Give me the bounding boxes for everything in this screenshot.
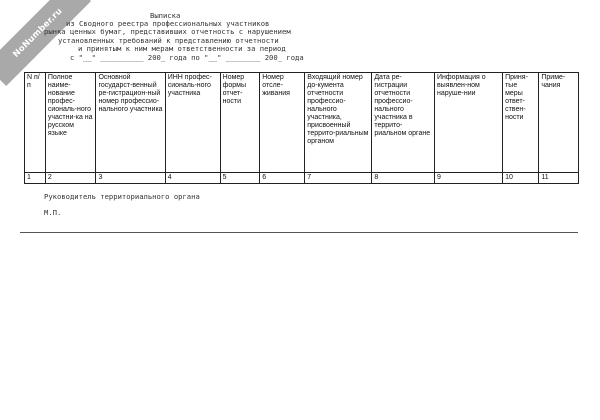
- column-number-cell: 1: [25, 173, 46, 184]
- footer-stamp: М.П.: [44, 208, 62, 217]
- col-header-incoming-number: Входящий номер до-кумента отчетности профессио-нального участника, присвоенный террито-риальным органом: [305, 73, 372, 173]
- report-table: [24, 72, 579, 184]
- col-header-inn: ИНН профес-сиональ-ного участника: [165, 73, 220, 173]
- col-header-number: N п/п: [25, 73, 46, 173]
- col-header-ogrn: Основной государст-венный ре-гистрацион-ный номер профессио-нального участника: [96, 73, 165, 173]
- header-line-4: установленных требований к представлению отчетности: [58, 36, 279, 45]
- col-header-full-name: Полное наиме-нование профес-сиональ-ного участни-ка на русском языке: [45, 73, 96, 173]
- col-header-measures: Приня-тые меры ответ-ствен-ности: [503, 73, 539, 173]
- column-number-cell: 6: [260, 173, 305, 184]
- bottom-divider: [20, 232, 578, 233]
- col-header-registration-date: Дата ре-гистрации отчетности профессио-нального участника в террито-риальном органе: [372, 73, 435, 173]
- footer-head-signature: Руководитель территориального органа: [44, 192, 200, 201]
- watermark-text: NoNumber.ru: [11, 6, 65, 60]
- table-row: [25, 173, 579, 184]
- column-number-cell: 7: [305, 173, 372, 184]
- column-number-cell: 11: [539, 173, 579, 184]
- col-header-violation-info: Информация о выявлен-ном наруше-нии: [434, 73, 502, 173]
- header-title: Выписка: [150, 11, 181, 20]
- header-line-5: и принятым к ним мерам ответственности за период: [78, 44, 286, 53]
- column-number-cell: 5: [220, 173, 260, 184]
- header-line-3: рынка ценных бумаг, представивших отчетность с нарушением: [44, 27, 291, 36]
- column-number-cell: 9: [434, 173, 502, 184]
- col-header-notes: Приме-чания: [539, 73, 579, 173]
- table-header-row: [25, 73, 579, 173]
- header-line-6: с "__" __________ 200_ года по "__" ________ 200_ года: [70, 53, 304, 62]
- column-number-cell: 2: [45, 173, 96, 184]
- col-header-form-number: Номер формы отчет-ности: [220, 73, 260, 173]
- column-number-cell: 4: [165, 173, 220, 184]
- column-number-cell: 8: [372, 173, 435, 184]
- column-number-cell: 10: [503, 173, 539, 184]
- column-number-cell: 3: [96, 173, 165, 184]
- header-line-2: из Сводного реестра профессиональных участников: [66, 19, 270, 28]
- col-header-tracking-number: Номер отсле-живания: [260, 73, 305, 173]
